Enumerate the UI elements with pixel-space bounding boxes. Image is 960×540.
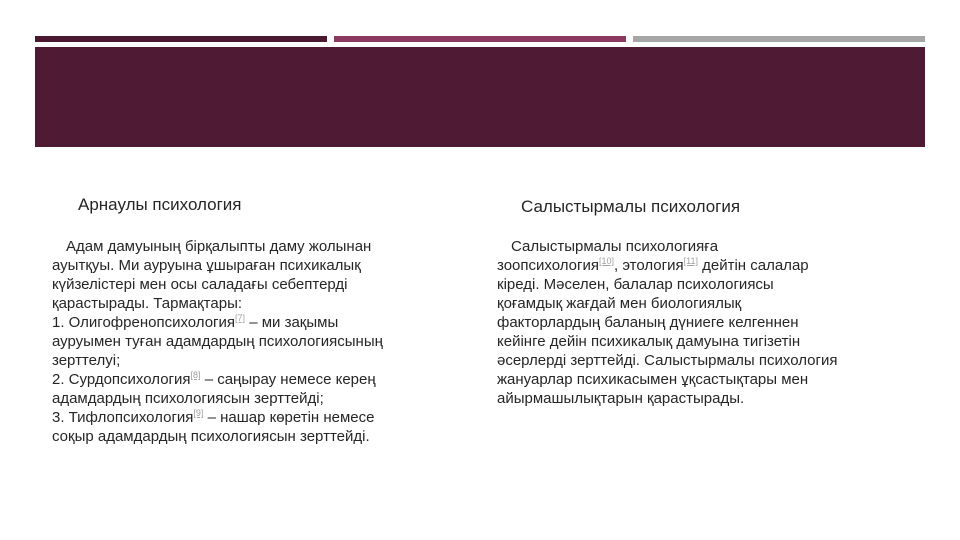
text-fragment: – саңырау немесе керең bbox=[200, 371, 376, 388]
accent-bar-dark bbox=[35, 36, 327, 42]
left-column-text bbox=[52, 237, 472, 446]
text-line bbox=[52, 370, 472, 389]
accent-bar-mid bbox=[334, 36, 626, 42]
text-line: Салыстырмалы психологияға bbox=[511, 238, 719, 255]
text-fragment: дейтін салалар bbox=[697, 257, 809, 274]
left-column-heading: Арнаулы психология bbox=[78, 195, 242, 214]
text-line: Адам дамуының бірқалыпты даму жолынан bbox=[66, 238, 372, 255]
text-line: ауытқуы. Ми ауруына ұшыраған психикалық bbox=[52, 257, 361, 274]
text-line: қоғамдық жағдай мен биологиялық bbox=[497, 295, 742, 312]
text-line: әсерлерді зерттейді. Салыстырмалы психология bbox=[497, 352, 838, 369]
title-banner bbox=[35, 47, 925, 147]
text-line: ауруымен туған адамдардың психологиясының bbox=[52, 333, 383, 350]
reference-link[interactable]: [9] bbox=[193, 408, 204, 418]
text-line: факторлардың баланың дүниеге келгеннен bbox=[497, 314, 799, 331]
reference-link[interactable]: [11] bbox=[683, 256, 698, 266]
text-line: жануарлар психикасымен ұқсастықтары мен bbox=[497, 371, 809, 388]
reference-link[interactable]: [7] bbox=[235, 313, 246, 323]
text-line: зерттелуі; bbox=[52, 352, 121, 369]
text-fragment: – нашар көретін немесе bbox=[203, 409, 375, 426]
text-fragment: , этология bbox=[614, 257, 684, 274]
text-fragment: 3. Тифлопсихология bbox=[52, 409, 194, 426]
reference-link[interactable]: [10] bbox=[598, 256, 614, 266]
text-line: күйзелістері мен осы саладағы себептерді bbox=[52, 276, 348, 293]
reference-link[interactable]: [8] bbox=[190, 370, 201, 380]
text-fragment: – ми зақымы bbox=[245, 314, 339, 331]
text-line: айырмашылықтарын қарастырады. bbox=[497, 390, 745, 407]
text-line bbox=[497, 256, 927, 275]
right-column-heading: Салыстырмалы психология bbox=[521, 197, 741, 216]
text-line bbox=[52, 408, 472, 427]
right-column-text bbox=[497, 237, 927, 408]
text-fragment: 1. Олигофренопсихология bbox=[52, 314, 236, 331]
text-fragment: 2. Сурдопсихология bbox=[52, 371, 191, 388]
text-line: кіреді. Мәселен, балалар психологиясы bbox=[497, 276, 774, 293]
text-fragment: зоопсихология bbox=[497, 257, 599, 274]
text-line: адамдардың психологиясын зерттейді; bbox=[52, 390, 324, 407]
text-line: қарастырады. Тармақтары: bbox=[52, 295, 243, 312]
text-line bbox=[52, 313, 472, 332]
text-line: соқыр адамдардың психологиясын зерттейді. bbox=[52, 428, 370, 445]
text-line: кейінге дейін психикалық дамуына тигізетін bbox=[497, 333, 801, 350]
accent-bar-gray bbox=[633, 36, 925, 42]
